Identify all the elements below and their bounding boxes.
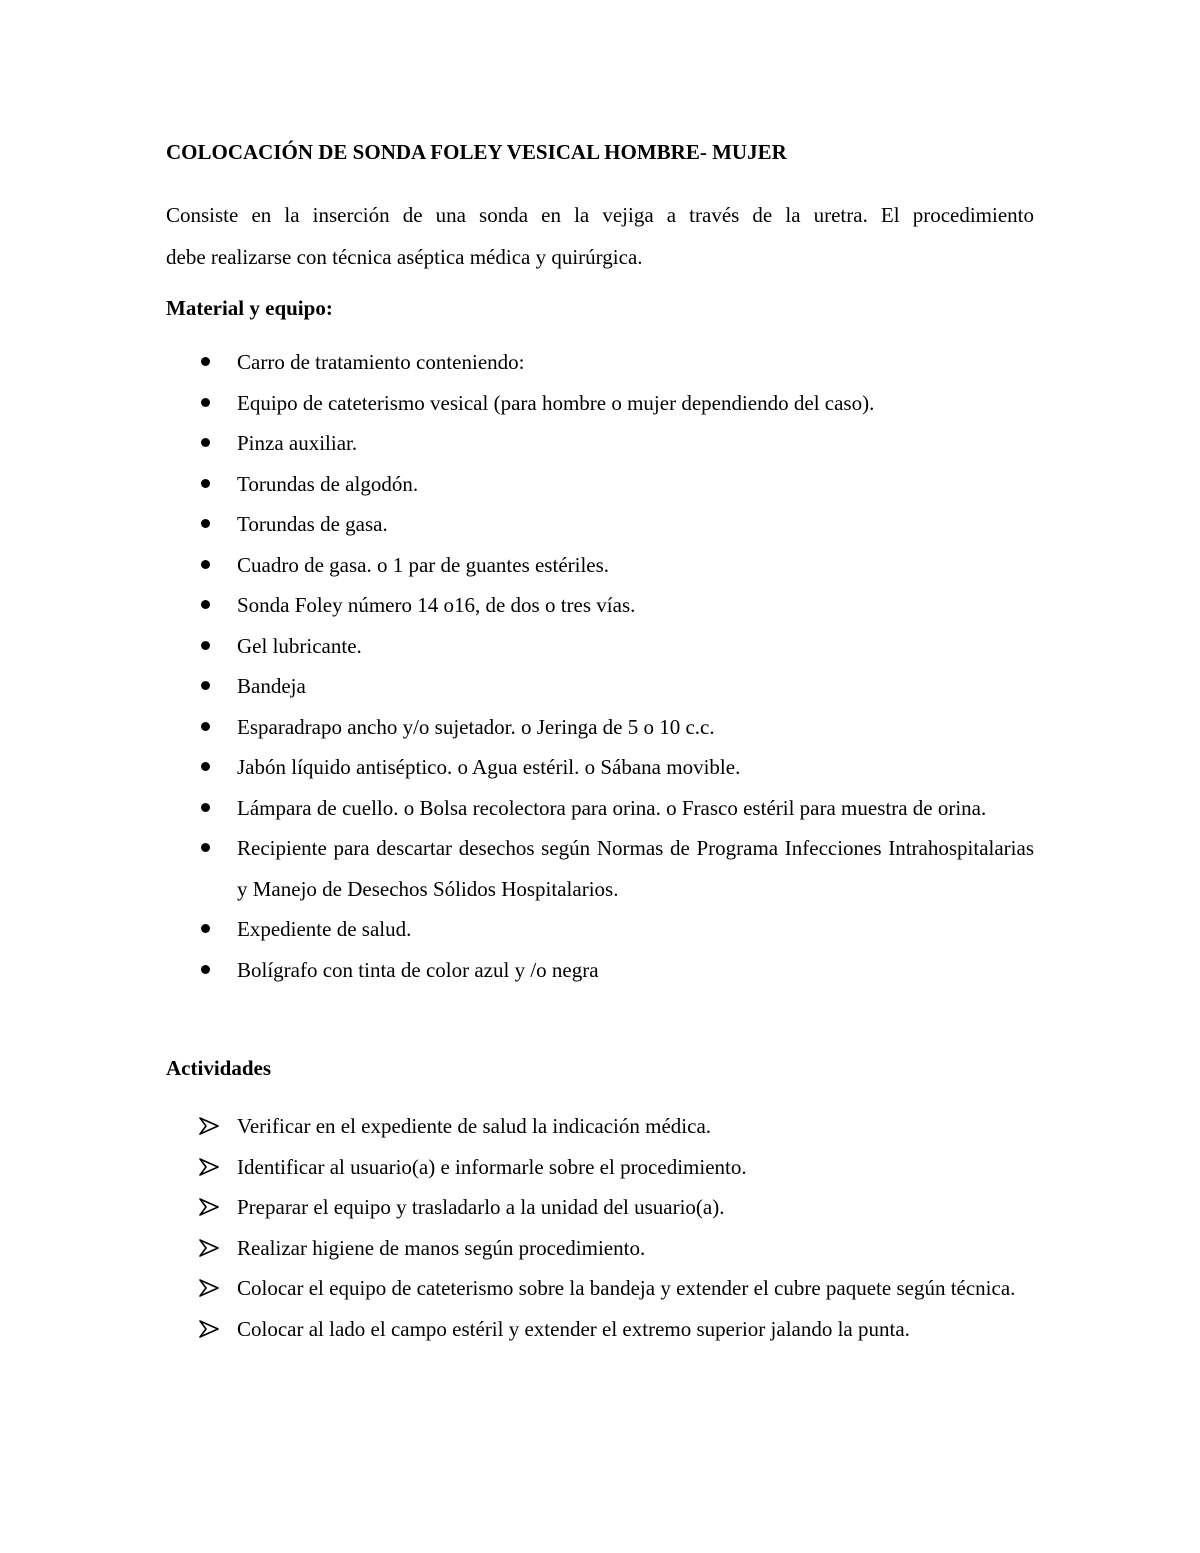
bullet-dot-icon <box>201 803 210 812</box>
bullet-dot-icon <box>201 357 210 366</box>
bullet-dot-icon <box>201 924 210 933</box>
list-item: Sonda Foley número 14 o16, de dos o tres vías. <box>166 585 1034 626</box>
list-item: Verificar en el expediente de salud la indicación médica. <box>166 1106 1034 1147</box>
intro-paragraph <box>166 194 1034 278</box>
arrowhead-bullet-icon <box>199 1117 219 1135</box>
bullet-dot-icon <box>201 762 210 771</box>
bullet-dot-icon <box>201 641 210 650</box>
materials-list <box>166 342 1034 990</box>
bullet-dot-icon <box>201 479 210 488</box>
list-item: Realizar higiene de manos según procedimiento. <box>166 1228 1034 1269</box>
bullet-dot-icon <box>201 600 210 609</box>
list-item: Esparadrapo ancho y/o sujetador. o Jeringa de 5 o 10 c.c. <box>166 707 1034 748</box>
list-item: Colocar el equipo de cateterismo sobre la bandeja y extender el cubre paquete según técnica. <box>166 1268 1034 1309</box>
bullet-dot-icon <box>201 398 210 407</box>
list-item: Torundas de gasa. <box>166 504 1034 545</box>
bullet-dot-icon <box>201 438 210 447</box>
arrowhead-bullet-icon <box>199 1320 219 1338</box>
list-item: Equipo de cateterismo vesical (para hombre o mujer dependiendo del caso). <box>166 383 1034 424</box>
list-item: Bandeja <box>166 666 1034 707</box>
list-item: Preparar el equipo y trasladarlo a la unidad del usuario(a). <box>166 1187 1034 1228</box>
list-item: Identificar al usuario(a) e informarle sobre el procedimiento. <box>166 1147 1034 1188</box>
intro-line-2: debe realizarse con técnica aséptica médica y quirúrgica. <box>166 245 643 269</box>
materials-heading: Material y equipo: <box>166 296 333 320</box>
list-item: Cuadro de gasa. o 1 par de guantes estériles. <box>166 545 1034 586</box>
document-title: COLOCACIÓN DE SONDA FOLEY VESICAL HOMBRE- MUJER <box>166 140 787 164</box>
arrowhead-bullet-icon <box>199 1239 219 1257</box>
arrowhead-bullet-icon <box>199 1198 219 1216</box>
list-item: Gel lubricante. <box>166 626 1034 667</box>
list-item: Pinza auxiliar. <box>166 423 1034 464</box>
arrowhead-bullet-icon <box>199 1279 219 1297</box>
bullet-dot-icon <box>201 519 210 528</box>
list-item: Colocar al lado el campo estéril y extender el extremo superior jalando la punta. <box>166 1309 1034 1350</box>
list-item: Jabón líquido antiséptico. o Agua estéril. o Sábana movible. <box>166 747 1034 788</box>
bullet-dot-icon <box>201 843 210 852</box>
list-item: Expediente de salud. <box>166 909 1034 950</box>
arrowhead-bullet-icon <box>199 1158 219 1176</box>
bullet-dot-icon <box>201 681 210 690</box>
list-item: Recipiente para descartar desechos según Normas de Programa Infecciones Intrahospitalarias y Manejo de Desechos Sólidos Hospitalarios. <box>166 828 1034 909</box>
list-item: Torundas de algodón. <box>166 464 1034 505</box>
intro-line-1: Consiste en la inserción de una sonda en la vejiga a través de la uretra. El procedimiento <box>166 203 1034 227</box>
list-item: Carro de tratamiento conteniendo: <box>166 342 1034 383</box>
list-item: Lámpara de cuello. o Bolsa recolectora para orina. o Frasco estéril para muestra de orina. <box>166 788 1034 829</box>
activities-heading: Actividades <box>166 1056 271 1080</box>
activities-list <box>166 1106 1034 1349</box>
bullet-dot-icon <box>201 965 210 974</box>
bullet-dot-icon <box>201 560 210 569</box>
bullet-dot-icon <box>201 722 210 731</box>
list-item: Bolígrafo con tinta de color azul y /o negra <box>166 950 1034 991</box>
